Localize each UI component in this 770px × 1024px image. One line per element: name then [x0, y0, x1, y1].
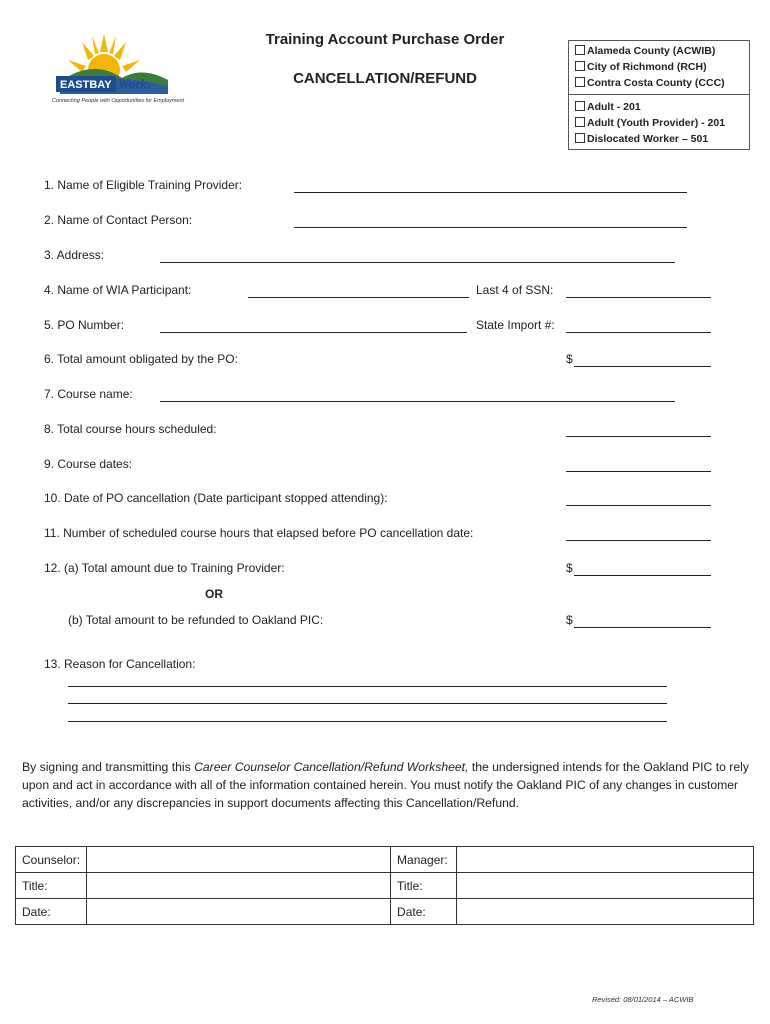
contact-person-line[interactable] [294, 227, 687, 228]
total-obligated-line[interactable] [574, 366, 711, 367]
date-label: Date: [16, 899, 87, 925]
ssn-line[interactable] [566, 297, 711, 298]
or-separator: OR [205, 587, 223, 601]
dollar-sign: $ [566, 352, 573, 366]
course-dates-line[interactable] [566, 471, 711, 472]
logo-word-eastbay: EASTBAY [60, 79, 112, 91]
course-name-line[interactable] [160, 401, 675, 402]
participant-line[interactable] [248, 297, 469, 298]
worksheet-name: Career Counselor Cancellation/Refund Worksheet, [194, 760, 469, 774]
field-cancellation-date-label: 10. Date of PO cancellation (Date participant stopped attending): [44, 491, 388, 505]
po-number-line[interactable] [160, 332, 467, 333]
field-contact-person-label: 2. Name of Contact Person: [44, 213, 193, 227]
counselor-date-input[interactable] [87, 899, 391, 925]
table-row [16, 847, 754, 873]
course-hours-line[interactable] [566, 436, 711, 437]
field-course-hours-label: 8. Total course hours scheduled: [44, 422, 217, 436]
reason-line[interactable] [68, 721, 667, 722]
checkbox-icon[interactable] [575, 61, 585, 71]
checkbox-adult-youth[interactable]: Adult (Youth Provider) - 201 [575, 117, 725, 129]
field-elapsed-hours-label: 11. Number of scheduled course hours that elapsed before PO cancellation date: [44, 526, 474, 540]
table-row [16, 899, 754, 925]
revision-note: Revised: 08/01/2014 – ACWIB [592, 995, 694, 1004]
field-course-name-label: 7. Course name: [44, 387, 133, 401]
checkbox-contra-costa[interactable]: Contra Costa County (CCC) [575, 77, 725, 89]
manager-title-input[interactable] [457, 873, 754, 899]
signature-table [15, 846, 754, 925]
field-total-obligated-label: 6. Total amount obligated by the PO: [44, 352, 238, 366]
refund-line[interactable] [574, 627, 711, 628]
field-ssn-label: Last 4 of SSN: [476, 283, 554, 297]
field-po-number-label: 5. PO Number: [44, 318, 125, 332]
field-course-dates-label: 9. Course dates: [44, 457, 133, 471]
title-label: Title: [391, 873, 457, 899]
field-training-provider-label: 1. Name of Eligible Training Provider: [44, 178, 243, 192]
checkbox-icon[interactable] [575, 45, 585, 55]
counselor-input[interactable] [87, 847, 391, 873]
box-divider [569, 94, 749, 95]
field-refund-label: (b) Total amount to be refunded to Oakland PIC: [68, 613, 324, 627]
field-address-label: 3. Address: [44, 248, 105, 262]
dollar-sign: $ [566, 561, 573, 575]
checkbox-icon[interactable] [575, 133, 585, 143]
checkbox-icon[interactable] [575, 77, 585, 87]
state-import-line[interactable] [566, 332, 711, 333]
table-row [16, 873, 754, 899]
program-checkbox-box [568, 40, 750, 150]
manager-label: Manager: [391, 847, 457, 873]
field-amount-due-label: 12. (a) Total amount due to Training Provider: [44, 561, 285, 575]
title-label: Title: [16, 873, 87, 899]
counselor-label: Counselor: [16, 847, 87, 873]
cancellation-date-line[interactable] [566, 505, 711, 506]
field-state-import-label: State Import #: [476, 318, 555, 332]
reason-line[interactable] [68, 703, 667, 704]
manager-date-input[interactable] [457, 899, 754, 925]
logo-tagline: Connecting People with Opportunities for Employment [52, 98, 185, 104]
checkbox-icon[interactable] [575, 101, 585, 111]
elapsed-hours-line[interactable] [566, 540, 711, 541]
address-line[interactable] [160, 262, 675, 263]
reason-line[interactable] [68, 686, 667, 687]
certification-paragraph: By signing and transmitting this Career Counselor Cancellation/Refund Worksheet, the undersigned intends for the Oakland PIC to rely upon and act in accordance with all of the information contained herein. You must notify the Oakland PIC of any changes in customer activities, and/or any discrepancies in support documents affecting this Cancellation/Refund. [22, 760, 749, 810]
counselor-title-input[interactable] [87, 873, 391, 899]
checkbox-adult[interactable]: Adult - 201 [575, 101, 641, 113]
form-subtitle: CANCELLATION/REFUND [293, 70, 477, 87]
amount-due-line[interactable] [574, 575, 711, 576]
dollar-sign: $ [566, 613, 573, 627]
field-reason-label: 13. Reason for Cancellation: [44, 657, 196, 671]
date-label: Date: [391, 899, 457, 925]
checkbox-icon[interactable] [575, 117, 585, 127]
checkbox-dislocated-worker[interactable]: Dislocated Worker – 501 [575, 133, 708, 145]
checkbox-richmond[interactable]: City of Richmond (RCH) [575, 61, 707, 73]
manager-input[interactable] [457, 847, 754, 873]
checkbox-alameda[interactable]: Alameda County (ACWIB) [575, 45, 715, 57]
field-participant-label: 4. Name of WIA Participant: [44, 283, 192, 297]
logo-word-works: Works [118, 76, 152, 91]
training-provider-line[interactable] [294, 192, 687, 193]
form-title: Training Account Purchase Order [265, 31, 505, 48]
